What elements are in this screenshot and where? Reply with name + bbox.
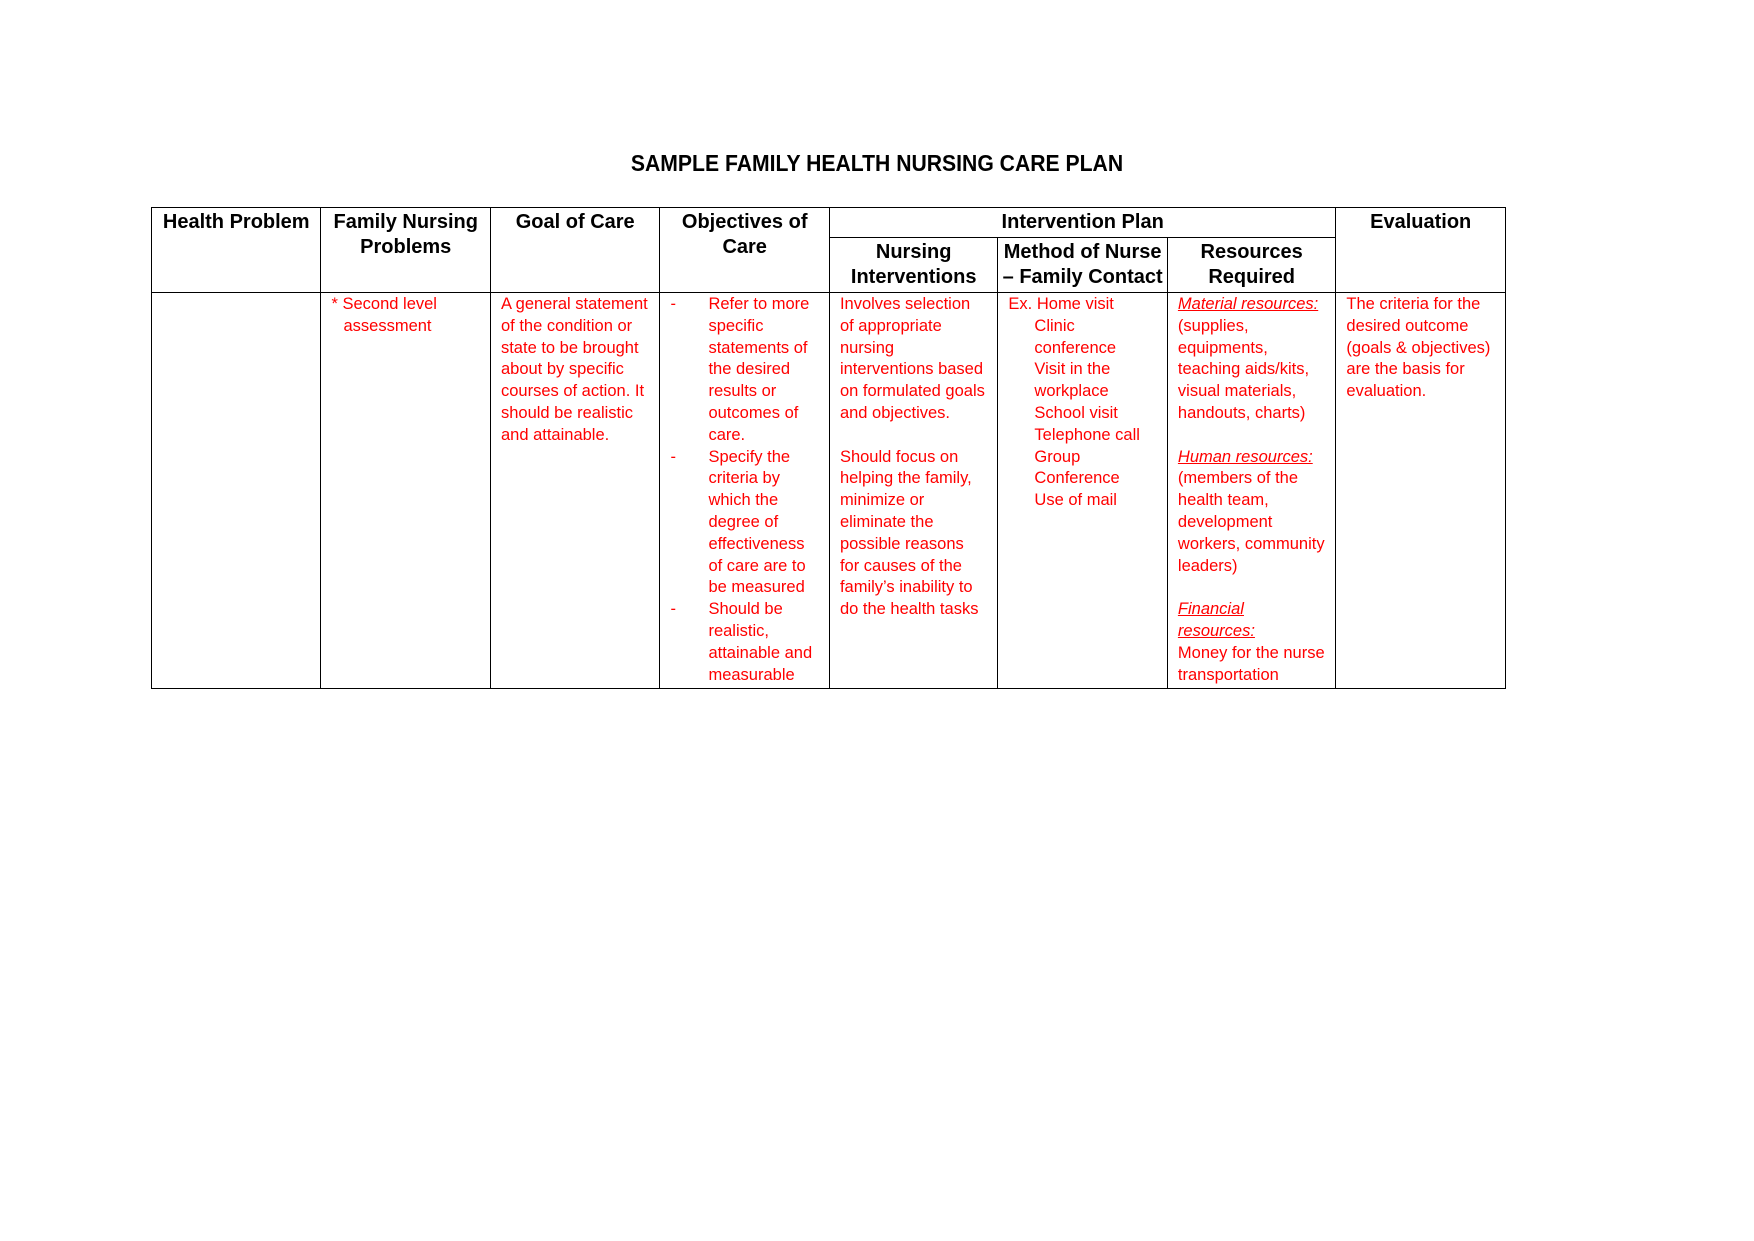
financial-resources-heading: Financial resources:	[1177, 600, 1255, 640]
header-resources-required: Resources Required	[1167, 238, 1336, 293]
family-problem-line2: assessment	[343, 316, 432, 335]
dash-bullet: -	[670, 447, 676, 466]
goal-of-care-text: A general statement of the condition or state to be brought about by specific courses of action. It should be realistic and attainable.	[500, 295, 648, 444]
financial-resources	[1178, 599, 1326, 686]
header-row-top	[152, 208, 1506, 238]
header-goal-of-care: Goal of Care	[490, 208, 659, 293]
header-method-of-contact: Method of Nurse – Family Contact	[998, 238, 1167, 293]
objectives-list	[670, 294, 818, 686]
cell-health-problem	[152, 293, 321, 689]
list-item: Telephone call	[1034, 425, 1140, 444]
objective-text: Should be realistic, attainable and measurable	[708, 600, 813, 684]
objective-text: Specify the criteria by which the degree of effectiveness of care are to be measured	[708, 447, 806, 597]
material-resources-text: (supplies, equipments, teaching aids/kits, visual materials, handouts, charts)	[1177, 316, 1310, 422]
cell-nursing-interventions	[829, 293, 997, 689]
interventions-paragraph-1: Involves selection of appropriate nursing interventions based on formulated goals and objectives.	[839, 295, 985, 422]
header-intervention-plan: Intervention Plan	[829, 208, 1335, 238]
list-item: Group Conference	[1034, 447, 1120, 488]
material-resources-heading: Material resources:	[1177, 295, 1319, 313]
cell-method-of-contact	[998, 293, 1167, 689]
care-plan-table	[151, 207, 1506, 689]
evaluation-text: The criteria for the desired outcome (goals & objectives) are the basis for evaluation.	[1346, 295, 1491, 401]
header-family-nursing-problems: Family Nursing Problems	[321, 208, 490, 293]
cell-objectives-of-care	[660, 293, 829, 689]
cell-goal-of-care	[490, 293, 659, 689]
interventions-paragraph-2: Should focus on helping the family, minimize or eliminate the possible reasons for causes of the family’s inability to do the health tasks	[839, 447, 979, 619]
human-resources-heading: Human resources:	[1177, 447, 1313, 466]
list-item: Visit in the workplace	[1034, 360, 1111, 401]
list-item	[670, 447, 818, 600]
header-objectives-of-care: Objectives of Care	[660, 208, 829, 293]
contact-methods-list	[1008, 294, 1156, 512]
header-nursing-interventions: Nursing Interventions	[829, 238, 997, 293]
financial-resources-text: Money for the nurse transportation	[1177, 643, 1325, 684]
list-item: School visit	[1034, 403, 1118, 422]
family-problem-line1: * Second level	[331, 295, 437, 313]
material-resources	[1178, 294, 1326, 425]
list-item: Clinic conference	[1034, 316, 1117, 357]
cell-family-nursing-problems	[321, 293, 490, 689]
human-resources-text: (members of the health team, development workers, community leaders)	[1177, 469, 1325, 575]
page-title: SAMPLE FAMILY HEALTH NURSING CARE PLAN	[630, 150, 1124, 176]
header-evaluation: Evaluation	[1336, 208, 1506, 293]
cell-evaluation	[1336, 293, 1506, 689]
objective-text: Refer to more specific statements of the desired results or outcomes of care.	[708, 295, 810, 444]
list-item: Ex. Home visit	[1008, 295, 1114, 313]
dash-bullet: -	[670, 295, 676, 313]
cell-resources-required	[1167, 293, 1336, 689]
header-health-problem: Health Problem	[152, 208, 321, 293]
list-item	[670, 599, 818, 686]
human-resources	[1178, 447, 1326, 578]
list-item	[670, 294, 818, 447]
dash-bullet: -	[670, 600, 676, 619]
table-row	[152, 293, 1506, 689]
list-item: Use of mail	[1034, 491, 1117, 510]
